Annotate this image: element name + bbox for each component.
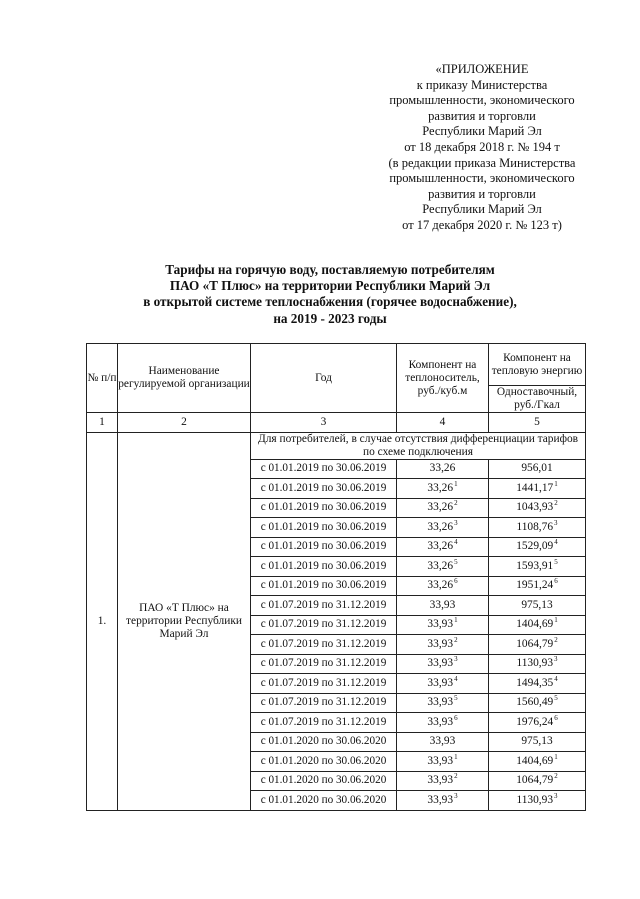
carrier-cell-value: 33,93 bbox=[427, 774, 454, 787]
footnote-marker: 4 bbox=[554, 674, 558, 683]
carrier-cell-value: 33,93 bbox=[429, 735, 456, 748]
col-number: 3 bbox=[251, 413, 397, 433]
header-carrier: Компонент на теплоноситель, руб./куб.м bbox=[397, 344, 489, 413]
energy-cell bbox=[489, 615, 586, 635]
carrier-cell bbox=[397, 576, 489, 596]
energy-cell bbox=[489, 791, 586, 811]
period-cell-value: с 01.01.2019 по 30.06.2019 bbox=[260, 481, 387, 494]
carrier-cell-value: 33,26 bbox=[427, 579, 454, 592]
appendix-line: Республики Марий Эл bbox=[422, 202, 542, 217]
footnote-marker: 1 bbox=[554, 616, 558, 625]
period-cell-value: с 01.07.2019 по 31.12.2019 bbox=[260, 657, 387, 670]
period-cell bbox=[251, 576, 397, 596]
footnote-marker: 5 bbox=[454, 557, 458, 566]
footnote-marker: 6 bbox=[454, 713, 458, 722]
footnote-marker: 5 bbox=[454, 694, 458, 703]
carrier-cell bbox=[397, 557, 489, 577]
footnote-marker: 3 bbox=[454, 655, 458, 664]
period-cell-value: с 01.07.2019 по 31.12.2019 bbox=[260, 618, 387, 631]
appendix-line: развития и торговли bbox=[428, 186, 536, 201]
footnote-marker: 1 bbox=[454, 752, 458, 761]
footnote-marker: 1 bbox=[554, 479, 558, 488]
period-cell-value: с 01.07.2019 по 31.12.2019 bbox=[260, 598, 387, 611]
footnote-marker: 4 bbox=[454, 674, 458, 683]
energy-cell bbox=[489, 674, 586, 694]
carrier-cell bbox=[397, 654, 489, 674]
period-cell-value: с 01.01.2019 по 30.06.2019 bbox=[260, 540, 387, 553]
energy-cell-value: 975,13 bbox=[521, 598, 553, 611]
carrier-cell bbox=[397, 596, 489, 616]
carrier-cell-value: 33,26 bbox=[427, 540, 454, 553]
footnote-marker: 2 bbox=[454, 772, 458, 781]
energy-cell bbox=[489, 498, 586, 518]
carrier-cell-value: 33,26 bbox=[427, 481, 454, 494]
period-cell bbox=[251, 654, 397, 674]
appendix-line: «ПРИЛОЖЕНИЕ bbox=[435, 62, 529, 76]
period-cell bbox=[251, 479, 397, 499]
period-cell-value: с 01.01.2019 по 30.06.2019 bbox=[260, 501, 387, 514]
energy-cell bbox=[489, 654, 586, 674]
period-cell-value: с 01.01.2019 по 30.06.2019 bbox=[260, 579, 387, 592]
period-cell bbox=[251, 752, 397, 772]
footnote-marker: 4 bbox=[454, 538, 458, 547]
period-cell-value: с 01.01.2020 по 30.06.2020 bbox=[260, 735, 387, 748]
footnote-marker: 2 bbox=[454, 635, 458, 644]
appendix-block bbox=[368, 62, 596, 234]
footnote-marker: 2 bbox=[554, 772, 558, 781]
consumer-note: Для потребителей, в случае отсутствия дифференциации тарифов по схеме подключения bbox=[251, 432, 586, 459]
col-number: 5 bbox=[489, 413, 586, 433]
carrier-cell bbox=[397, 615, 489, 635]
energy-cell-value: 1108,76 bbox=[516, 520, 554, 533]
footnote-marker: 1 bbox=[454, 479, 458, 488]
appendix-line: Республики Марий Эл bbox=[422, 124, 542, 139]
carrier-cell bbox=[397, 479, 489, 499]
footnote-marker: 3 bbox=[454, 518, 458, 527]
carrier-cell bbox=[397, 518, 489, 538]
title-line: ПАО «Т Плюс» на территории Республики Марий Эл bbox=[169, 278, 491, 294]
carrier-cell-value: 33,93 bbox=[427, 715, 454, 728]
energy-cell-value: 1560,49 bbox=[516, 696, 554, 709]
period-cell bbox=[251, 771, 397, 791]
header-num: № п/п bbox=[87, 344, 118, 413]
carrier-cell-value: 33,93 bbox=[427, 676, 454, 689]
appendix-line: развития и торговли bbox=[428, 108, 536, 123]
footnote-marker: 2 bbox=[454, 499, 458, 508]
period-cell-value: с 01.07.2019 по 31.12.2019 bbox=[260, 676, 387, 689]
footnote-marker: 6 bbox=[554, 713, 558, 722]
title-line: Тарифы на горячую воду, поставляемую потребителям bbox=[165, 262, 495, 277]
appendix-line: промышленности, экономического bbox=[389, 93, 575, 108]
carrier-cell-value: 33,93 bbox=[427, 618, 454, 631]
carrier-cell-value: 33,26 bbox=[429, 462, 456, 475]
period-cell-value: с 01.01.2020 по 30.06.2020 bbox=[260, 793, 387, 806]
appendix-line: от 17 декабря 2020 г. № 123 т) bbox=[402, 217, 562, 232]
energy-cell bbox=[489, 713, 586, 733]
carrier-cell-value: 33,26 bbox=[427, 520, 454, 533]
footnote-marker: 3 bbox=[554, 655, 558, 664]
period-cell bbox=[251, 459, 397, 479]
period-cell-value: с 01.01.2019 по 30.06.2019 bbox=[260, 462, 387, 475]
energy-cell bbox=[489, 576, 586, 596]
footnote-marker: 2 bbox=[554, 635, 558, 644]
footnote-marker: 5 bbox=[554, 694, 558, 703]
carrier-cell bbox=[397, 459, 489, 479]
period-cell-value: с 01.07.2019 по 31.12.2019 bbox=[260, 637, 387, 650]
header-year: Год bbox=[251, 344, 397, 413]
tariff-table bbox=[86, 343, 586, 811]
period-cell-value: с 01.01.2019 по 30.06.2019 bbox=[260, 559, 387, 572]
carrier-cell bbox=[397, 635, 489, 655]
energy-cell-value: 1043,93 bbox=[516, 501, 554, 514]
org-name: ПАО «Т Плюс» на территории Республики Марий Эл bbox=[118, 432, 251, 810]
carrier-cell-value: 33,26 bbox=[427, 559, 454, 572]
carrier-cell bbox=[397, 674, 489, 694]
period-cell bbox=[251, 693, 397, 713]
header-org: Наименование регулируемой организации bbox=[118, 344, 251, 413]
energy-cell-value: 975,13 bbox=[521, 735, 553, 748]
carrier-cell bbox=[397, 498, 489, 518]
appendix-line: промышленности, экономического bbox=[389, 171, 575, 186]
period-cell-value: с 01.07.2019 по 31.12.2019 bbox=[260, 715, 387, 728]
col-number: 4 bbox=[397, 413, 489, 433]
energy-cell-value: 1494,35 bbox=[516, 676, 554, 689]
carrier-cell-value: 33,26 bbox=[427, 501, 454, 514]
energy-cell-value: 1130,93 bbox=[516, 657, 554, 670]
footnote-marker: 6 bbox=[454, 577, 458, 586]
carrier-cell-value: 33,93 bbox=[429, 598, 456, 611]
title-line: на 2019 - 2023 годы bbox=[273, 310, 387, 326]
footnote-marker: 3 bbox=[554, 518, 558, 527]
energy-cell bbox=[489, 752, 586, 772]
period-cell bbox=[251, 537, 397, 557]
carrier-cell-value: 33,93 bbox=[427, 657, 454, 670]
header-energy-sub: Одноставочный, руб./Гкал bbox=[489, 386, 586, 413]
appendix-line: от 18 декабря 2018 г. № 194 т bbox=[404, 139, 560, 154]
energy-cell-value: 1529,09 bbox=[516, 540, 554, 553]
carrier-cell bbox=[397, 732, 489, 752]
energy-cell-value: 1593,91 bbox=[516, 559, 554, 572]
footnote-marker: 5 bbox=[554, 557, 558, 566]
energy-cell bbox=[489, 635, 586, 655]
appendix-line: (в редакции приказа Министерства bbox=[388, 155, 576, 170]
carrier-cell-value: 33,93 bbox=[427, 637, 454, 650]
energy-cell bbox=[489, 596, 586, 616]
col-number: 1 bbox=[87, 413, 118, 433]
carrier-cell-value: 33,93 bbox=[427, 754, 454, 767]
energy-cell bbox=[489, 771, 586, 791]
energy-cell-value: 1404,69 bbox=[516, 618, 554, 631]
footnote-marker: 3 bbox=[554, 791, 558, 800]
title-line: в открытой системе теплоснабжения (горячее водоснабжение), bbox=[143, 294, 517, 310]
period-cell-value: с 01.07.2019 по 31.12.2019 bbox=[260, 696, 387, 709]
energy-cell-value: 1130,93 bbox=[516, 793, 554, 806]
energy-cell bbox=[489, 693, 586, 713]
period-cell-value: с 01.01.2020 по 30.06.2020 bbox=[260, 774, 387, 787]
energy-cell bbox=[489, 537, 586, 557]
period-cell-value: с 01.01.2019 по 30.06.2019 bbox=[260, 520, 387, 533]
energy-cell bbox=[489, 459, 586, 479]
period-cell bbox=[251, 791, 397, 811]
footnote-marker: 1 bbox=[554, 752, 558, 761]
energy-cell bbox=[489, 732, 586, 752]
energy-cell-value: 1404,69 bbox=[516, 754, 554, 767]
appendix-line: к приказу Министерства bbox=[416, 77, 548, 92]
period-cell bbox=[251, 674, 397, 694]
energy-cell-value: 1441,17 bbox=[516, 481, 554, 494]
row-number: 1. bbox=[87, 432, 118, 810]
energy-cell bbox=[489, 518, 586, 538]
header-energy: Компонент на тепловую энергию bbox=[489, 344, 586, 386]
carrier-cell bbox=[397, 752, 489, 772]
energy-cell-value: 1976,24 bbox=[516, 715, 554, 728]
energy-cell-value: 1951,24 bbox=[516, 579, 554, 592]
footnote-marker: 4 bbox=[554, 538, 558, 547]
period-cell bbox=[251, 518, 397, 538]
footnote-marker: 2 bbox=[554, 499, 558, 508]
period-cell bbox=[251, 635, 397, 655]
carrier-cell-value: 33,93 bbox=[427, 793, 454, 806]
period-cell bbox=[251, 557, 397, 577]
document-title bbox=[80, 262, 580, 327]
carrier-cell bbox=[397, 693, 489, 713]
energy-cell-value: 1064,79 bbox=[516, 774, 554, 787]
energy-cell bbox=[489, 479, 586, 499]
carrier-cell-value: 33,93 bbox=[427, 696, 454, 709]
energy-cell-value: 956,01 bbox=[521, 462, 553, 475]
consumer-row bbox=[87, 432, 586, 459]
footnote-marker: 1 bbox=[454, 616, 458, 625]
period-cell-value: с 01.01.2020 по 30.06.2020 bbox=[260, 754, 387, 767]
column-numbers-row bbox=[87, 413, 586, 433]
carrier-cell bbox=[397, 791, 489, 811]
carrier-cell bbox=[397, 537, 489, 557]
period-cell bbox=[251, 596, 397, 616]
period-cell bbox=[251, 732, 397, 752]
carrier-cell bbox=[397, 771, 489, 791]
period-cell bbox=[251, 498, 397, 518]
period-cell bbox=[251, 615, 397, 635]
energy-cell-value: 1064,79 bbox=[516, 637, 554, 650]
footnote-marker: 6 bbox=[554, 577, 558, 586]
period-cell bbox=[251, 713, 397, 733]
carrier-cell bbox=[397, 713, 489, 733]
col-number: 2 bbox=[118, 413, 251, 433]
energy-cell bbox=[489, 557, 586, 577]
footnote-marker: 3 bbox=[454, 791, 458, 800]
